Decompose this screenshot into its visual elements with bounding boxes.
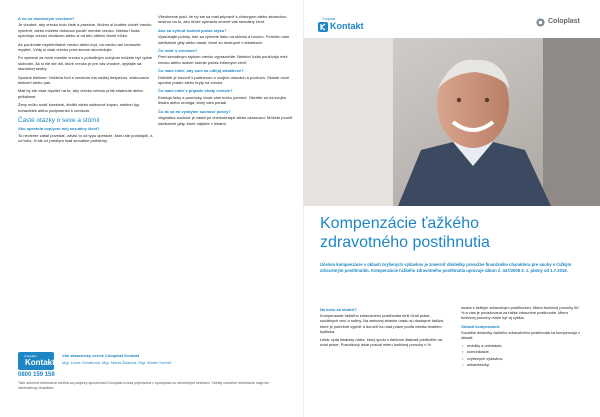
left-column-1 bbox=[18, 14, 154, 146]
headline-line: zdravotného postihnutia bbox=[320, 234, 490, 251]
col1-item: Ako operácia ovplyvní môj sexuálny život? bbox=[18, 126, 100, 132]
brand-big: Kontakt bbox=[330, 21, 364, 31]
section-heading: Časté otázky o sexe a stómii bbox=[18, 117, 100, 125]
contact-logo-small: Coloplast bbox=[24, 354, 37, 358]
contact-title: Váš zákaznícky servis Coloplast Kontakt bbox=[62, 353, 140, 358]
footnote: Táto súhrnná informácia vznikla za podpory spoločnosti Coloplast a bola pripravená v spolupráci so stomickými sestrami. Všetky uvedené informácie majú len informatívny charakter. bbox=[18, 381, 270, 390]
contact-logo-big: Kontakt bbox=[25, 358, 55, 367]
right-column-2 bbox=[461, 305, 583, 368]
col1-item: Mali by ste však myslieť na to, aby vrecko nebolo príliš stiahnuté alebo pritlačené. bbox=[18, 88, 143, 99]
col2-item: Čo ak sa mi vyskytne suchosť pošvy? bbox=[158, 108, 231, 114]
headline-line: Kompenzácie ťažkého bbox=[320, 215, 479, 232]
col2-item: Vaginálna suchosť je častá po chemoterapii alebo ožarovaní. Môžete použiť lubrikačné gély, ktoré nájdete v lekárni. bbox=[158, 115, 293, 126]
col2-item: Vyskúšajte polohy, kde sa vyhnete tlaku na stómiu a brucho. Pomôžu vám lubrikačné gély alebo masti, ktoré sú dostupné v lekárňach. bbox=[158, 34, 290, 45]
c4-item: Sociálne dôsledky ťažkého zdravotného postihnutia sa kompenzujú v oblasti: bbox=[461, 329, 581, 341]
col2-item: Existujú lieky a pomôcky, ktoré vám môžu pomôcť. Obráťte sa na svojho lekára alebo urológa, ktorý vám poradí. bbox=[158, 94, 287, 106]
c3-item: Na koho sa obrátiť? bbox=[320, 307, 357, 312]
headline bbox=[320, 214, 580, 252]
contact-logo bbox=[18, 352, 54, 370]
c3-item: Kompenzácie ťažkého zdravotného postihnutia rieši Úrad práce, sociálnych vecí a rodiny. Na webovej stránke úradu sú dostupné tlačivá, ktoré je potrebné vyplniť a doručiť na úrad práce podľa miesta trvalého bydliska. bbox=[320, 313, 444, 334]
col1-item: A čo so stomickým vreckom? bbox=[18, 16, 75, 21]
photo-smiling-man-icon bbox=[303, 38, 600, 206]
col1-item: To nevieme zatiaľ povedať, závisí to od typu operácie, ktorú ste podstúpili, a od toho, či ste už predtým mali sexuálne problémy. bbox=[18, 132, 153, 143]
bullet-item: • mobility a orientácie, bbox=[467, 343, 583, 348]
col2-item: Ako sa vyhnúť bolesti počas styku? bbox=[158, 27, 227, 33]
c4-item: osoba s ťažkým zdravotným postihnutím. Miera funkčnej poruchy 50 % a viac je považovaná za ťažké zdravotné postihnutie. Miera funkčnej poruchy môže byť aj vyššia. bbox=[461, 305, 579, 321]
bullet-item: • sebaobsluhy. bbox=[467, 362, 583, 367]
col1-item: Ženy môžu nosiť kombiné, živôtik alebo saténové župan, niektorí typ nohavičiek alebo podprsenku s vreckom. bbox=[18, 102, 140, 113]
lead-paragraph: Účelom kompenzácie v oblasti zvýšených výdavkov je zmierniť dôsledky prevažne finančného charakteru pre osoby s ťažkým zdravotným postihnutím. Kompenzácie ťažkého zdravotného postihnutia upravuje zákon č. 447/2008 Z. z. platný od 1.7.2018. bbox=[320, 262, 572, 273]
left-column-2 bbox=[158, 14, 298, 129]
coloplast-logo-icon bbox=[536, 18, 545, 27]
col2-item: Čo mám robiť v prípade straty erekcie? bbox=[158, 88, 233, 94]
col2-item: Dôležité je hovoriť s partnerom o svojich obavách a pocitoch. Skúste nové spodné prádlo alebo kryty na vrecko. bbox=[158, 74, 290, 86]
c3-item: Lekár vydá lekársky nález, ktorý spolu s tlačivom žiadosti predložíte na úrad práce. Posudkový lekár posúdi mieru funkčnej poruchy v %. bbox=[320, 337, 442, 348]
col1-item: Ak používate nepriehľadné vrecko alebo kryt, na vrecko ani nemusíte myslieť. Vždy si však vrecko pred sexom skontrolujte. bbox=[18, 41, 141, 53]
brand-small: Coloplast bbox=[322, 17, 336, 21]
c4-item: Oblasti kompenzácie bbox=[461, 323, 500, 329]
phone-number[interactable]: 0800 159 159 bbox=[18, 372, 55, 378]
right-column-1 bbox=[320, 305, 448, 350]
col1-item: Spodné bielizne: Väčšina ľudí s vreckom má radšej bezpečnú, sťahovaciu bielizeň alebo pás. bbox=[18, 74, 149, 86]
col2-item: Všeobecne platí, že by ste sa mali pripraviť s chirurgom alebo stomickou sestrou na to, ako môže operácia zmeniť váš sexuálny život. bbox=[158, 14, 287, 25]
kontakt-logo-icon bbox=[318, 22, 328, 32]
col2-item: Pred sexuálnym stykom vrecko vyprázdnite. Niektorí ľudia používajú mini vrecko alebo uzáver stómie počas intímnych chvíľ. bbox=[158, 54, 288, 65]
bullet-item: • komunikácie, bbox=[467, 349, 583, 354]
authors: Mgr. Lucia Ochabová, Mgr. Mária Žiaková, Mgr. Martin Korbeľ bbox=[62, 360, 172, 365]
col1-item: Po výmene za nové menšie vrecko s pohodlným úchytom môžete byť úplne slobodní. Ak si nie ste istí, ktoré vrecko je pre vás vhodné, opýtajte sa stomickej sestry. bbox=[18, 55, 153, 72]
bullet-item: • zvýšených výdavkov, bbox=[467, 356, 583, 361]
col1-item: Je vhodné, aby vrecko bolo čisté a prázdne. Možno si budete chcieť vrecko vymeniť, alebo môžete dokonca použiť menšie vrecko. Niektorí ľudia upevňujú vrecko obväzom alebo si na telo oblečú tesné tričko. bbox=[18, 22, 152, 39]
col2-item: Čo mám robiť, aby som sa cítil(a) atraktívne? bbox=[158, 68, 244, 74]
brand-right: Coloplast bbox=[548, 18, 580, 25]
col2-item: Čo robiť s vreckom? bbox=[158, 48, 198, 54]
bullet-list bbox=[461, 343, 583, 367]
